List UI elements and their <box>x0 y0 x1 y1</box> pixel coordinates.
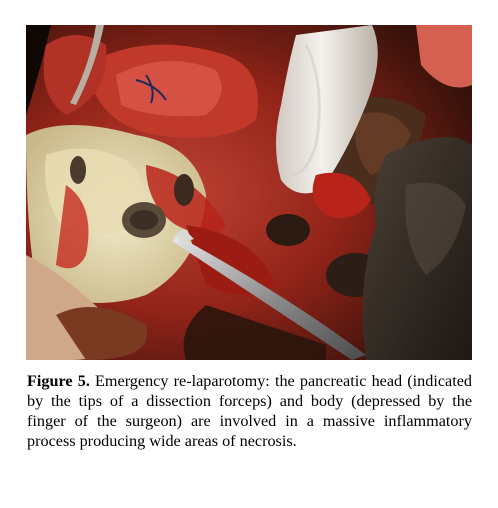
figure-caption <box>27 371 472 451</box>
surgical-photograph <box>26 25 472 360</box>
surgical-scene <box>26 25 472 360</box>
figure-caption-text: Emergency re-laparotomy: the pancreatic head (indicated by the tips of a dissection forceps) and body (depressed by the finger of the surgeon) are involved in a massive inflammatory process producing wide areas of necrosis. <box>27 372 473 450</box>
figure-label: Figure 5. <box>27 372 90 390</box>
